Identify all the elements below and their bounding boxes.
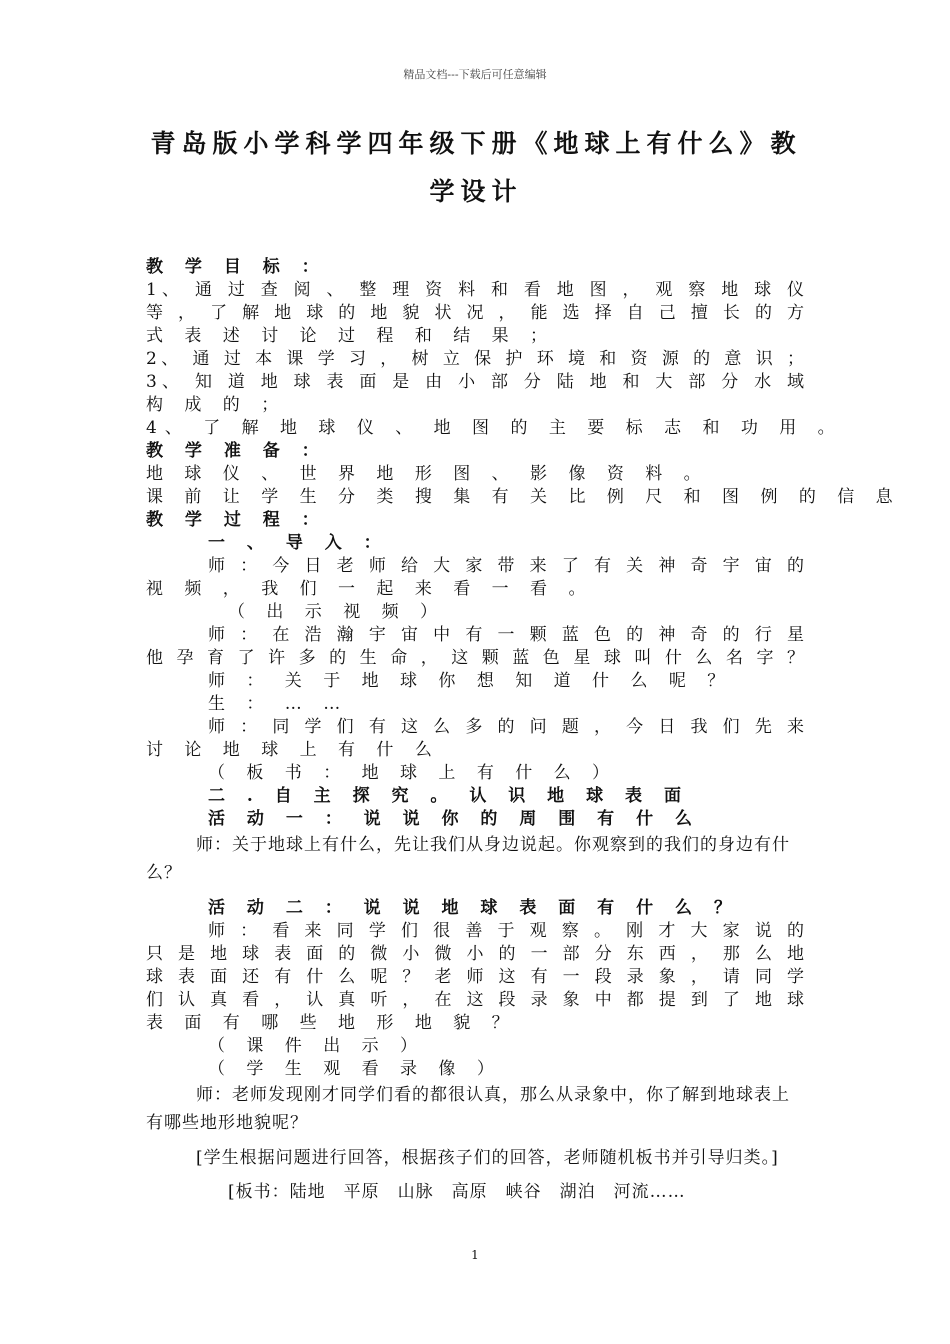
paragraph-14: [板书：陆地 平原 山脉 高原 峡谷 湖泊 河流…… (228, 1182, 686, 1202)
goal-1-line-c: 式 表 述 讨 论 过 程 和 结 果 ； (146, 326, 556, 346)
process-heading: 教 学 过 程 ： (146, 510, 327, 530)
paragraph-8: 师：关于地球上有什么，先让我们从身边说起。你观察到的我们的身边有什么？ (146, 835, 790, 883)
paragraph-1-line-a: 师 ： 今 日 老 师 给 大 家 带 来 了 有 关 神 奇 宇 宙 的 (208, 556, 806, 576)
paragraph-11: （ 学 生 观 看 录 像 ） (208, 1059, 502, 1079)
goal-1-line-a: 1、 通 过 查 阅 、 整 理 资 料 和 看 地 图 ， 观 察 地 球 仪 (146, 280, 806, 300)
page-number: 1 (471, 1248, 479, 1262)
section-2-heading: 二 . 自 主 探 究 。 认 识 地 球 表 面 (208, 786, 689, 806)
prep-line-1: 地 球 仪 、 世 界 地 形 图 、 影 像 资 料 。 (146, 464, 709, 484)
paragraph-12: 师：老师发现刚才同学们看的都很认真，那么从录象中，你了解到地球表上有哪些地形地貌呢？ (146, 1085, 790, 1133)
goal-1-line-b: 等 ， 了 解 地 球 的 地 貌 状 况 ， 能 选 择 自 己 擅 长 的 方 (146, 303, 806, 323)
paragraph-10: （ 课 件 出 示 ） (208, 1036, 426, 1056)
prep-line-2: 课 前 让 学 生 分 类 搜 集 有 关 比 例 尺 和 图 例 的 信 息 (146, 487, 901, 507)
paragraph-6-line-a: 师 ： 同 学 们 有 这 么 多 的 问 题 ， 今 日 我 们 先 来 (208, 717, 806, 737)
section-1-heading: 一 、 导 入 ： (208, 533, 389, 553)
activity-1-heading: 活 动 一 ： 说 说 你 的 周 围 有 什 么 (208, 809, 701, 829)
paragraph-9-line-c: 球 表 面 还 有 什 么 呢 ？ 老 师 这 有 一 段 录 象 ， 请 同 学 (146, 967, 806, 987)
activity-2-heading: 活 动 二 ： 说 说 地 球 表 面 有 什 么 ？ (208, 898, 739, 918)
paragraph-13: [学生根据问题进行回答，根据孩子们的回答，老师随机板书并引导归类。] (196, 1148, 779, 1168)
paragraph-9-line-b: 只 是 地 球 表 面 的 微 小 微 小 的 一 部 分 东 西 ， 那 么 地 (146, 944, 806, 964)
paragraph-3-line-b: 他 孕 育 了 许 多 的 生 命 ， 这 颗 蓝 色 星 球 叫 什 么 名 字 ？ (146, 648, 806, 668)
goal-3-line-b: 构 成 的 ； (146, 395, 287, 415)
paragraph-9-line-e: 表 面 有 哪 些 地 形 地 貌 ？ (146, 1013, 517, 1033)
paragraph-4: 师 ： 关 于 地 球 你 想 知 道 什 么 呢 ？ (208, 671, 733, 691)
goal-3-line-a: 3、 知 道 地 球 表 面 是 由 小 部 分 陆 地 和 大 部 分 水 域 (146, 372, 806, 392)
paragraph-9-line-a: 师 ： 看 来 同 学 们 很 善 于 观 察 。 刚 才 大 家 说 的 (208, 921, 806, 941)
goals-heading: 教 学 目 标 ： (146, 257, 327, 277)
document-title-line-1: 青岛版小学科学四年级下册《地球上有什么》教 (150, 129, 802, 158)
paragraph-2: （ 出 示 视 频 ） (228, 602, 446, 622)
document-body (146, 256, 901, 1209)
goal-4: 4、 了 解 地 球 仪 、 地 图 的 主 要 标 志 和 功 用 。 (146, 418, 843, 438)
paragraph-3-line-a: 师 ： 在 浩 瀚 宇 宙 中 有 一 颗 蓝 色 的 神 奇 的 行 星 (208, 625, 806, 645)
prep-heading: 教 学 准 备 ： (146, 441, 327, 461)
paragraph-5: 生 ： … … (208, 694, 349, 714)
paragraph-6-line-b: 讨 论 地 球 上 有 什 么 (146, 740, 440, 760)
paragraph-1-line-b: 视 频 ， 我 们 一 起 来 看 一 看 。 (146, 579, 594, 599)
paragraph-9-line-d: 们 认 真 看 ， 认 真 听 ， 在 这 段 录 象 中 都 提 到 了 地 球 (146, 990, 806, 1010)
paragraph-7: （ 板 书 ： 地 球 上 有 什 么 ） (208, 763, 618, 783)
goal-2: 2、 通 过 本 课 学 习 ， 树 立 保 护 环 境 和 资 源 的 意 识 ； (146, 349, 806, 369)
document-title-line-2: 学设计 (429, 177, 523, 206)
page-header: 精品文档---下载后可任意编辑 (403, 68, 547, 81)
